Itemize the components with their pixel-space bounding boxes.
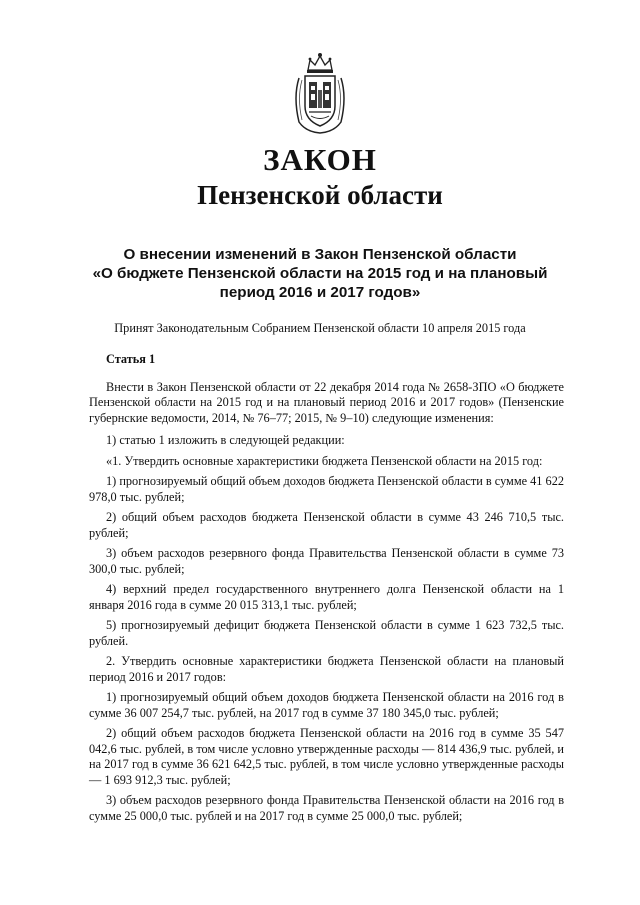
article-paragraph: 3) объем расходов резервного фонда Правительства Пензенской области на 2016 год в сумме 25 000,0 тыс. рублей и на 2017 год в сумме 25 000,0 тыс. рублей; [89, 793, 564, 823]
article-paragraph: 1) прогнозируемый общий объем доходов бюджета Пензенской области на 2016 год в сумме 36 007 254,7 тыс. рублей, на 2017 год в сумме 37 180 345,0 тыс. рублей; [89, 690, 564, 720]
document-title: ЗАКОН [263, 142, 377, 177]
adoption-note: Принят Законодательным Собранием Пензенской области 10 апреля 2015 года [114, 321, 526, 335]
article-paragraph: 2) общий объем расходов бюджета Пензенской области в сумме 43 246 710,5 тыс. рублей; [89, 510, 564, 540]
document-subtitle: Пензенской области [197, 180, 443, 210]
law-heading-line: период 2016 и 2017 годов» [219, 284, 421, 301]
article-paragraph: 4) верхний предел государственного внутреннего долга Пензенской области на 1 января 2016 года в сумме 20 015 313,1 тыс. рублей; [89, 582, 564, 612]
article-paragraph: 1) прогнозируемый общий объем доходов бюджета Пензенской области в сумме 41 622 978,0 тыс. рублей; [89, 474, 564, 504]
coat-of-arms-icon [291, 52, 349, 134]
law-heading-line: «О бюджете Пензенской области на 2015 год и на плановый [92, 265, 548, 282]
article-paragraph: 3) объем расходов резервного фонда Правительства Пензенской области в сумме 73 300,0 тыс. рублей; [89, 546, 564, 576]
article-paragraph: 2) общий объем расходов бюджета Пензенской области на 2016 год в сумме 35 547 042,6 тыс. рублей, в том числе условно утвержденные расходы — 814 436,9 тыс. рублей, и на 2017 год в сумме 36 621 642,5 тыс. рублей, в том числе условно утвержденные расходы — 1 693 912,3 тыс. рублей; [89, 726, 564, 787]
article-paragraph: 1) статью 1 изложить в следующей редакции: [106, 433, 345, 447]
article-paragraph: 5) прогнозируемый дефицит бюджета Пензенской области в сумме 1 623 732,5 тыс. рублей. [89, 618, 564, 648]
law-heading-line: О внесении изменений в Закон Пензенской области [123, 246, 517, 263]
law-heading [60, 245, 580, 302]
article-body [89, 352, 564, 829]
article-paragraph: «1. Утвердить основные характеристики бюджета Пензенской области на 2015 год: [106, 453, 543, 468]
article-paragraph: Внести в Закон Пензенской области от 22 декабря 2014 года № 2658-ЗПО «О бюджете Пензенской области на 2015 год и на плановый период 2016 и 2017 годов» (Пензенские губернские ведомости, 2014, № 76–77; 2015, № 9–10) следующие изменения: [89, 379, 564, 425]
article-title: Статья 1 [106, 352, 156, 366]
article-paragraph: 2. Утвердить основные характеристики бюджета Пензенской области на плановый период 2016 и 2017 годов: [89, 654, 564, 684]
